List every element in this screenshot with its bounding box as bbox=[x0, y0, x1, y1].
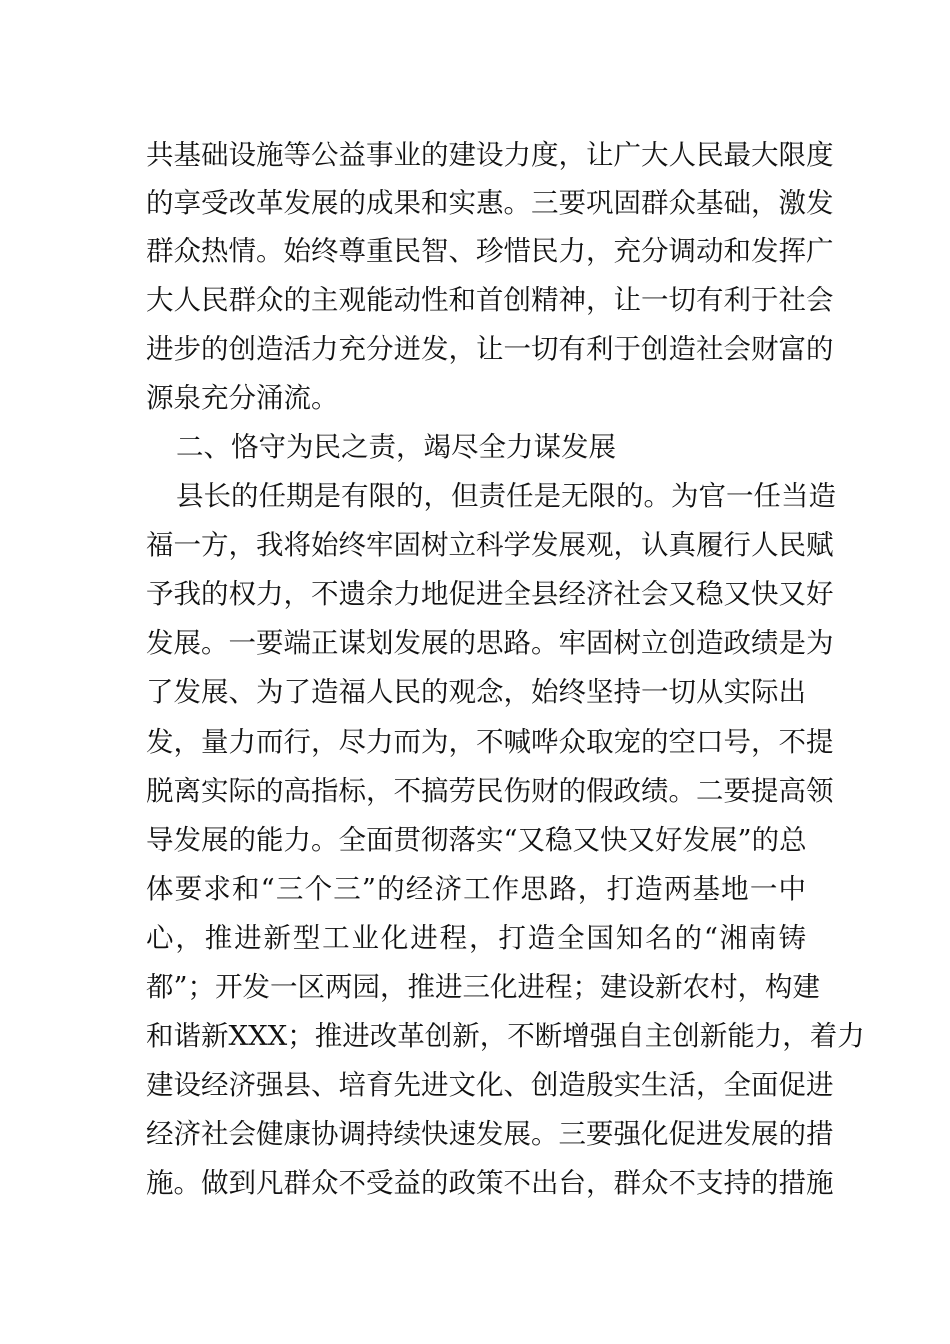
section-heading: 二、恪守为民之责，竭尽全力谋发展 bbox=[176, 431, 616, 463]
text-line: 施。做到凡群众不受益的政策不出台，群众不支持的措施 bbox=[146, 1167, 834, 1199]
text-line: 脱离实际的高指标，不搞劳民伤财的假政绩。二要提高领 bbox=[146, 775, 834, 807]
text-line: 建设经济强县、培育先进文化、创造殷实生活，全面促进 bbox=[146, 1069, 834, 1101]
text-line: 源泉充分涌流。 bbox=[146, 382, 339, 414]
text-line: 大人民群众的主观能动性和首创精神，让一切有利于社会 bbox=[146, 284, 834, 316]
text-line: 体要求和“三个三”的经济工作思路，打造两基地一中 bbox=[146, 873, 806, 905]
text-line: 心，推进新型工业化进程，打造全国知名的“湘南铸 bbox=[146, 922, 806, 954]
paragraph-first-line: 县长的任期是有限的，但责任是无限的。为官一任当造 bbox=[176, 480, 836, 512]
text-line: 经济社会健康协调持续快速发展。三要强化促进发展的措 bbox=[146, 1118, 834, 1150]
text-line: 进步的创造活力充分迸发，让一切有利于创造社会财富的 bbox=[146, 333, 834, 365]
text-line: 都”；开发一区两园，推进三化进程；建设新农村，构建 bbox=[146, 971, 821, 1003]
text-line: 予我的权力，不遗余力地促进全县经济社会又稳又快又好 bbox=[146, 578, 834, 610]
text-line: 群众热情。始终尊重民智、珍惜民力，充分调动和发挥广 bbox=[146, 235, 834, 267]
text-line: 和谐新XXX；推进改革创新，不断增强自主创新能力，着力 bbox=[146, 1020, 865, 1052]
text-line: 共基础设施等公益事业的建设力度，让广大人民最大限度 bbox=[146, 139, 834, 171]
text-line: 导发展的能力。全面贯彻落实“又稳又快又好发展”的总 bbox=[146, 824, 807, 856]
text-line: 发，量力而行，尽力而为，不喊哗众取宠的空口号，不提 bbox=[146, 726, 834, 758]
text-line: 了发展、为了造福人民的观念，始终坚持一切从实际出 bbox=[146, 676, 806, 708]
text-line: 的享受改革发展的成果和实惠。三要巩固群众基础，激发 bbox=[146, 187, 834, 219]
text-line: 福一方，我将始终牢固树立科学发展观，认真履行人民赋 bbox=[146, 529, 834, 561]
text-line: 发展。一要端正谋划发展的思路。牢固树立创造政绩是为 bbox=[146, 627, 834, 659]
